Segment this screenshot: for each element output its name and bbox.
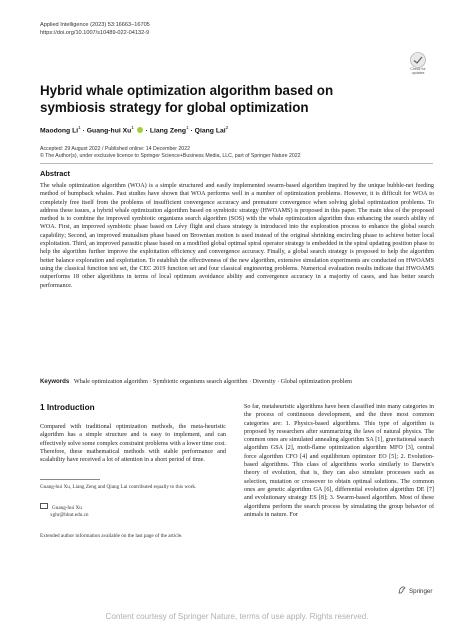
author-separator: ·	[80, 127, 87, 135]
author-name[interactable]: Guang-hui Xu	[86, 127, 132, 135]
intro-left-paragraph: Compared with traditional optimization methods, the meta-heuristic algorithm has a simple structure and is easy to implement, and can effectively solve some complex constraint problems with a lower time cost. Therefore, these mathematical methods with stable performance and scalability have received a lot of attention in a short period of time.	[40, 424, 226, 464]
author-affiliation-mark: 1	[186, 125, 189, 130]
author-name[interactable]: Maodong Li	[40, 127, 79, 135]
publication-info	[40, 146, 440, 160]
abstract-heading: Abstract	[40, 169, 70, 178]
author-affiliation-mark: 1	[78, 125, 81, 130]
author-separator: ·	[188, 127, 195, 135]
corresponding-name: Guang-hui Xu	[52, 505, 82, 511]
keywords-label: Keywords	[40, 378, 70, 385]
author-affiliation-mark: 2	[225, 125, 229, 130]
corresponding-email[interactable]: xghr@hbut.edu.cn	[50, 512, 89, 518]
author-affiliation-mark: 1	[131, 125, 134, 130]
courtesy-watermark: Content courtesy of Springer Nature, terms of use apply. Rights reserved.	[105, 612, 369, 621]
doi-link[interactable]: https://doi.org/10.1007/s10489-022-04132-9	[40, 29, 150, 36]
keywords-line	[40, 378, 460, 385]
abstract-body: The whale optimization algorithm (WOA) is a simple structured and easily implemented swarm-based algorithm inspired by the unique bubble-net feeding method of humpback whales. Past studies have shown that WOA performs well in a number of optimization problems. However, it is difficult for WOA to completely free itself from the problems of insufficient convergence accuracy and premature convergence when solving global optimization problems. To address these issues, a hybrid whale optimization algorithm based on symbiotic strategy (HWOAMS) is proposed in this paper. The main idea of the proposed method is to combine the improved symbiotic organisms search algorithm (SOS) with the whale optimization algorithm thus enhancing the search ability of WOA. First, an improved symbiotic phase based on Lévy flight and chaos strategy is introduced into the exploration process to enhance the global search capability; Second, an improved mutualism phase based on Brownian motion is used instead of the original shrinking encircling phase to achieve better local exploitation. Third, an improved parasitic phase based on a modified global optimal spiral operator strategy is embedded in the spiral updating position phase to help the algorithm further improve the exploitation efficiency and convergence accuracy. Finally, a global search strategy is proposed to help the algorithm better balance exploration and exploitation. To establish the effectiveness of the new algorithm, extensive simulation experiments are conducted on HWOAMS using the classical function test set, the CEC 2019 function set and four classical engineering problems. Numerical evaluation results indicate that HWOAMS outperforms 18 other algorithms in terms of local optimum avoidance ability and convergence accuracy in a majority of cases, and has better search performance.	[40, 183, 434, 289]
check-for-updates-label	[402, 67, 434, 76]
divider	[40, 163, 433, 164]
contribution-footnote: Guang-hui Xu, Liang Zeng and Qiang Lai contributed equally to this work.	[40, 484, 197, 490]
badge-line-1: Check for	[410, 67, 426, 71]
corresponding-author	[40, 503, 226, 519]
publisher-name: Springer	[409, 588, 433, 595]
journal-header	[40, 22, 150, 37]
springer-horse-icon	[398, 586, 407, 594]
intro-right-paragraph: So far, metaheuristic algorithms have been classified into many categories in the process of continuous development, and the three most common categories are: 1. Physics-based algorithms. This type of algorithm is proposed by researchers after summarizing the laws of natural physics. The common ones are simulated annealing algorithm SA [1], gravitational search algorithm GSA [2], moth-flame optimization algorithm MFO [3], central force algorithm CFO [4] and equilibrium optimizer EO [5]; 2. Evolution-based algorithms. This class of algorithms works similarly to Darwin's theory of evolution, that is, they can also simulate processes such as selection, mutation or crossover to obtain optimal solutions. The common ones are genetic algorithm GA [6], differential evolution algorithm DE [7] and evolutionary strategy ES [8]; 3. Swarm-based algorithm. Most of these algorithms perform the search process by simulating the group behavior of animals in nature. For	[244, 404, 434, 518]
publication-dates: Accepted: 29 August 2022 / Published online: 14 December 2022	[40, 146, 190, 152]
envelope-icon	[40, 503, 48, 509]
author-name[interactable]: Liang Zeng	[149, 127, 187, 135]
paper-title: Hybrid whale optimization algorithm based on symbiosis strategy for global optimization	[40, 83, 334, 115]
copyright-line: © The Author(s), under exclusive licence to Springer Science+Business Media, LLC, part of Springer Nature 2022	[40, 153, 301, 160]
publisher-logo	[398, 586, 432, 595]
author-list	[40, 125, 228, 134]
journal-citation: Applied Intelligence (2023) 53:16663–16705	[40, 22, 150, 28]
author-name[interactable]: Qiang Lai	[194, 127, 226, 135]
keywords-text: Whale optimization algorithm · Symbiotic organisms search algorithm · Diversity · Global optimization problem	[73, 379, 352, 385]
affiliation-note: Extended author information available on the last page of the article.	[40, 533, 183, 539]
badge-line-2: updates	[411, 71, 425, 76]
footnote-divider	[40, 479, 100, 480]
orcid-icon[interactable]	[137, 127, 143, 133]
section-heading-introduction: 1 Introduction	[40, 403, 95, 412]
author-separator: ·	[143, 127, 150, 135]
